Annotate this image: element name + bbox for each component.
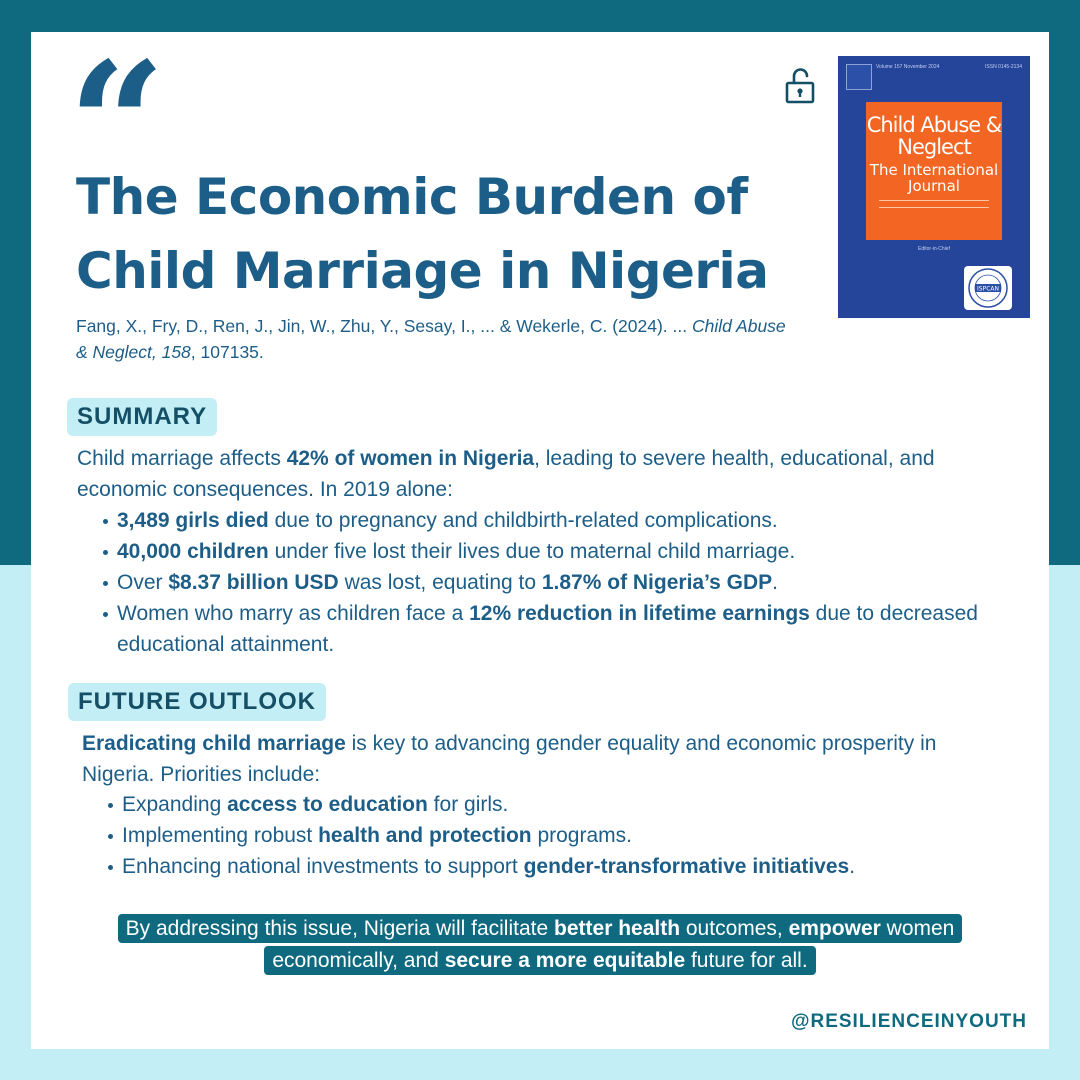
list-item: 40,000 children under five lost their lives due to maternal child marriage. — [117, 536, 1052, 567]
citation — [76, 313, 796, 365]
cover-issn: ISSN 0145-2134 — [985, 64, 1022, 70]
summary-heading: SUMMARY — [67, 398, 217, 436]
list-item: 3,489 girls died due to pregnancy and childbirth-related complications. — [117, 505, 1052, 536]
cover-journal-name: Child Abuse & Neglect — [866, 113, 1002, 159]
list-item: Implementing robust health and protection programs. — [122, 820, 1042, 851]
list-item: Women who marry as children face a 12% reduction in lifetime earnings due to decreased educational attainment. — [117, 598, 1052, 660]
social-handle: @RESILIENCEINYOUTH — [790, 1011, 1027, 1032]
list-item: Enhancing national investments to support gender-transformative initiatives. — [122, 851, 1042, 882]
cover-editor: Editor-in-Chief — [918, 246, 950, 252]
outlook-list — [102, 789, 1042, 882]
closing-statement — [60, 913, 1020, 977]
closing-highlight-box: By addressing this issue, Nigeria will facilitate better health outcomes, empower women economically, and secure a more equitable future for all. — [118, 914, 963, 975]
summary-intro-text-end: , leading to severe health, educational, and economic consequences. In 2019 alone: — [77, 447, 935, 501]
cover-fine-print — [879, 200, 989, 208]
publisher-logo-icon — [846, 64, 872, 90]
summary-list — [97, 505, 1052, 660]
summary-intro-text: Child marriage affects — [77, 447, 287, 470]
seal-text: ISPCAN — [977, 285, 999, 293]
page-title: The Economic Burden of Child Marriage in Nigeria — [76, 168, 769, 300]
citation-page: , 107135. — [190, 342, 264, 362]
citation-authors: Fang, X., Fry, D., Ren, J., Jin, W., Zhu, Y., Sesay, I., ... & Wekerle, C. (2024). ... — [76, 316, 692, 336]
outlook-intro-highlight: Eradicating child marriage — [82, 732, 346, 755]
cover-volume: Volume 157 November 2024 — [876, 64, 940, 70]
journal-cover — [838, 56, 1030, 318]
future-outlook-heading: FUTURE OUTLOOK — [68, 683, 326, 721]
outlook-intro — [82, 728, 982, 790]
citation-journal: Child Abuse & Neglect, 158 — [76, 316, 786, 362]
summary-intro — [77, 443, 977, 505]
outlook-intro-text: is key to advancing gender equality and economic prosperity in Nigeria. Priorities include: — [82, 732, 937, 786]
summary-intro-highlight: 42% of women in Nigeria — [286, 447, 535, 470]
quote-mark-icon: “ — [68, 25, 166, 225]
list-item: Expanding access to education for girls. — [122, 789, 1042, 820]
cover-journal-subtitle: The International Journal — [869, 161, 999, 195]
cover-title-box — [866, 102, 1002, 240]
open-access-lock-icon — [785, 66, 815, 104]
ispcan-seal-icon — [964, 266, 1012, 310]
list-item: Over $8.37 billion USD was lost, equating to 1.87% of Nigeria’s GDP. — [117, 567, 1052, 598]
